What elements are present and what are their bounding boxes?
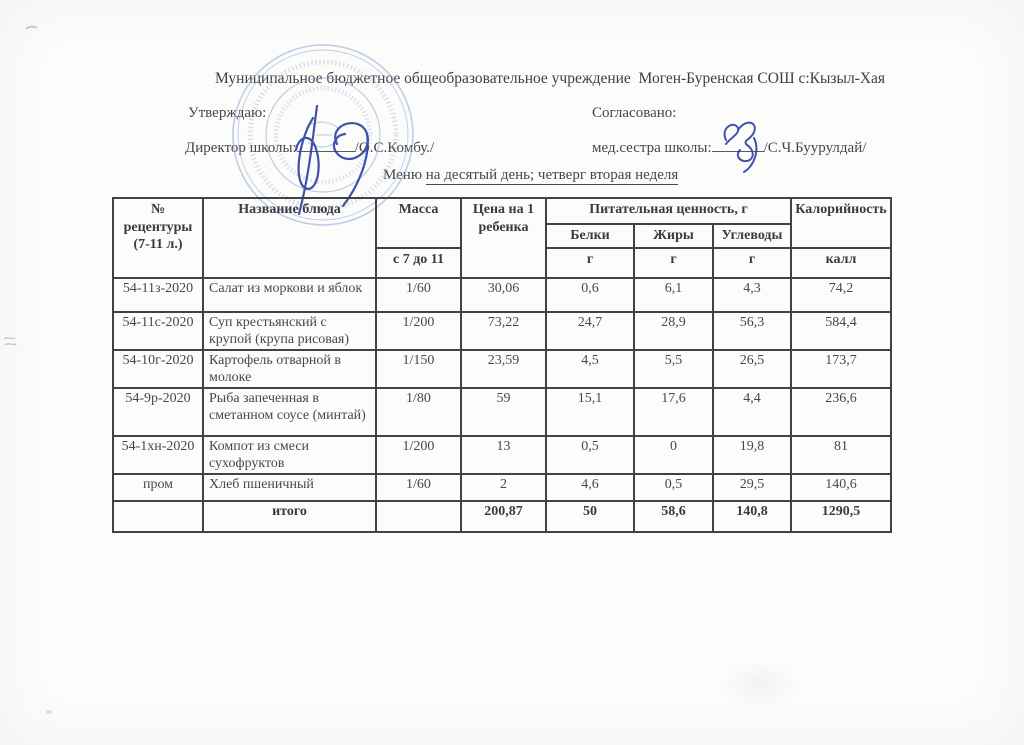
cell-protein: 15,1 (546, 388, 634, 436)
cell-code: 54-9р-2020 (113, 388, 203, 436)
col-header-calories: Калорийность (791, 198, 891, 248)
scan-artifact (720, 660, 800, 710)
cell-protein: 0,6 (546, 278, 634, 312)
col-header-recipe: № рецентуры (7-11 л.) (113, 198, 203, 278)
cell-price: 30,06 (461, 278, 546, 312)
cell-cal: 584,4 (791, 312, 891, 350)
cell-price: 2 (461, 474, 546, 501)
col-header-dish: Название блюда (203, 198, 376, 278)
cell-protein: 4,5 (546, 350, 634, 388)
cell-carbs: 29,5 (713, 474, 791, 501)
total-cell-carbs: 140,8 (713, 501, 791, 532)
cell-code: 54-10г-2020 (113, 350, 203, 388)
col-subheader-unit-protein: г (546, 248, 634, 278)
scan-artifact (46, 710, 52, 714)
cell-protein: 24,7 (546, 312, 634, 350)
cell-dish: Картофель отварной в молоке (203, 350, 376, 388)
cell-cal: 140,6 (791, 474, 891, 501)
table-row (113, 350, 891, 388)
col-header-fat: Жиры (634, 224, 713, 248)
scan-artifact (2, 334, 18, 350)
cell-dish: Суп крестьянский с крупой (крупа рисовая) (203, 312, 376, 350)
cell-fat: 0,5 (634, 474, 713, 501)
cell-carbs: 4,3 (713, 278, 791, 312)
cell-fat: 28,9 (634, 312, 713, 350)
cell-fat: 17,6 (634, 388, 713, 436)
approve-label: Утверждаю: (188, 105, 267, 121)
total-row (113, 501, 891, 532)
cell-mass: 1/60 (376, 474, 461, 501)
col-subheader-unit-cal: калл (791, 248, 891, 278)
nurse-label: мед.сестра школы: (592, 140, 712, 156)
menu-prefix: Меню (383, 167, 426, 183)
col-header-nutrition: Питательная ценность, г (546, 198, 791, 224)
cell-mass: 1/200 (376, 312, 461, 350)
cell-mass: 1/80 (376, 388, 461, 436)
cell-cal: 74,2 (791, 278, 891, 312)
cell-price: 59 (461, 388, 546, 436)
col-subheader-unit-carbs: г (713, 248, 791, 278)
table-row (113, 278, 891, 312)
agree-label: Согласовано: (592, 105, 677, 121)
total-cell-code (113, 501, 203, 532)
cell-code: 54-1хн-2020 (113, 436, 203, 474)
nurse-signature-blank (712, 137, 764, 152)
cell-mass: 1/200 (376, 436, 461, 474)
cell-carbs: 26,5 (713, 350, 791, 388)
cell-mass: 1/150 (376, 350, 461, 388)
director-label: Директор школы: (185, 140, 297, 156)
table-row (113, 436, 891, 474)
cell-code: 54-11с-2020 (113, 312, 203, 350)
director-signature-blank (297, 137, 355, 152)
cell-cal: 236,6 (791, 388, 891, 436)
cell-cal: 81 (791, 436, 891, 474)
total-cell-protein: 50 (546, 501, 634, 532)
table-row (113, 312, 891, 350)
director-signature-line (185, 137, 434, 157)
cell-dish: Салат из моркови и яблок (203, 278, 376, 312)
cell-dish: Компот из смеси сухофруктов (203, 436, 376, 474)
total-cell-mass (376, 501, 461, 532)
col-header-carbs: Углеводы (713, 224, 791, 248)
col-subheader-mass-age: с 7 до 11 (376, 248, 461, 278)
menu-heading (383, 167, 678, 184)
cell-fat: 6,1 (634, 278, 713, 312)
cell-mass: 1/60 (376, 278, 461, 312)
nurse-signature-line (592, 137, 866, 157)
menu-table-body (113, 278, 891, 501)
col-header-protein: Белки (546, 224, 634, 248)
cell-carbs: 56,3 (713, 312, 791, 350)
nurse-name: /С.Ч.Буурулдай/ (763, 140, 867, 156)
cell-code: 54-11з-2020 (113, 278, 203, 312)
cell-price: 23,59 (461, 350, 546, 388)
menu-table (112, 197, 892, 533)
col-header-mass: Масса (376, 198, 461, 248)
cell-protein: 0,5 (546, 436, 634, 474)
cell-fat: 5,5 (634, 350, 713, 388)
total-cell-cal: 1290,5 (791, 501, 891, 532)
cell-price: 73,22 (461, 312, 546, 350)
menu-title-underlined: на десятый день; четверг вторая неделя (425, 167, 679, 183)
scan-artifact (24, 22, 40, 34)
cell-cal: 173,7 (791, 350, 891, 388)
cell-fat: 0 (634, 436, 713, 474)
table-row (113, 388, 891, 436)
cell-dish: Рыба запеченная в сметанном соусе (минтай) (203, 388, 376, 436)
col-header-price: Цена на 1 ребенка (461, 198, 546, 278)
cell-price: 13 (461, 436, 546, 474)
cell-dish: Хлеб пшеничный (203, 474, 376, 501)
total-cell-price: 200,87 (461, 501, 546, 532)
cell-code: пром (113, 474, 203, 501)
col-subheader-unit-fat: г (634, 248, 713, 278)
document-title: Муниципальное бюджетное общеобразовательное учреждение Моген-Буренская СОШ с:Кызыл-Хая (215, 70, 886, 87)
total-label: итого (203, 501, 376, 532)
table-row (113, 474, 891, 501)
cell-carbs: 19,8 (713, 436, 791, 474)
cell-carbs: 4,4 (713, 388, 791, 436)
director-name: /О.С.Комбу./ (354, 140, 435, 156)
cell-protein: 4,6 (546, 474, 634, 501)
total-cell-fat: 58,6 (634, 501, 713, 532)
